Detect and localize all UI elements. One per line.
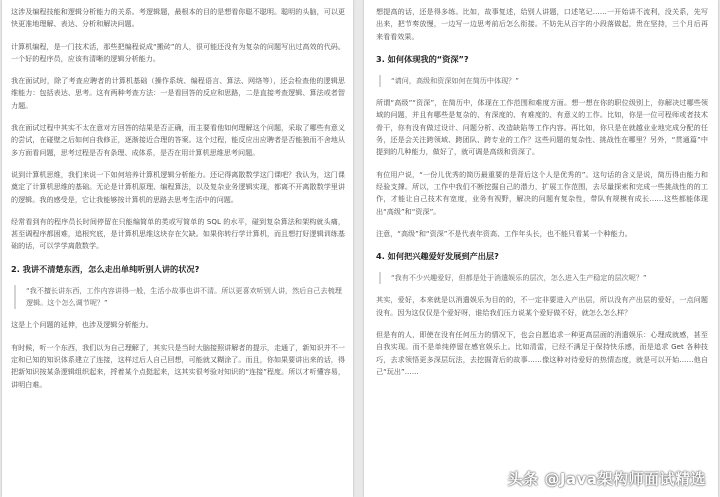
left-paragraph-8: 有时候，听一个东西，我们以为自己理解了，其实只是当时大脑接照讲解者的提示，走通了，新知识并不一定和已知的知识体系建立了连接，这样过后人自己回想，可能就又糊涂了。而且，你如果要讲出来的话，得把新知识按某条逻辑组织起来，捋着某个点挺起来，这其实很考验对知识的“连接”程度。所以才听懂容易，讲明白难。	[11, 342, 345, 389]
left-paragraph-5: 说到计算机思维，我们来说一下如何培养计算机逻辑分析能力。还记得离散数学这门课吧？我认为，这门课奠定了计算机思维的基础。无论是计算机原理、编程算法，以及复杂业务逻辑实现，都离不开离散数学里讲的逻辑。我的感受是，它让我能够按计算机的思路去思考生活中的问题。	[11, 169, 345, 204]
left-paragraph-1: 这涉及编程技能和逻辑分析能力的关系。考逻辑题，最根本的目的是想看你聪不聪明。聪明的头脑，可以更快更准地理解、表达、分析和解决问题。	[11, 7, 345, 29]
right-page	[364, 0, 718, 497]
right-paragraph-2: 所谓“高级”“资深”，在简历中，体现在工作范围和难度方面。想一想在你的职位级别上，你解决过哪些领域的问题，并且有哪些是复杂的、有深度的、有难度的、有意义的工作。比如，你是一位可程师或者技术骨干，你有没有做过设计、问题分析、改造缺陷等工作内容。再比如，你只是在就越业业地完成分配的任务，还是会关注跨领域、跨团队、跨专业的工作？这些问题的复杂性、挑战性在哪里？另外，“贯通篇”中提到的几种能力，做好了，就可调是高级和资深了。	[376, 98, 708, 157]
left-paragraph-4: 我在面试过程中其实不太在意对方回答的结果是否正确，而主要看他如何理解这个问题，采取了哪些有意义的尝试，在碰壁之后如何自我修正，逐渐接近合理的答案。这个过程，能反应出应聘者是否能独而不舍地从多方面看问题，思考过程是否有条理、成体系，是否在用计算机思维思考问题。	[11, 123, 345, 157]
right-paragraph-3: 有位用户说，“一份儿优秀的简历最重要的是背后这个人是优秀的”。这句话的含义是说，简历得由能力和经验支撑。所以，工作中我们不断挖掘自己的潜力，扩展工作范围，去尽量探索和完成一些挑战性的的工作，才能让自己技术有宽度，业务有视野，解决的问题有复杂性，带队有规模有成长……这些都能体现出“高级”和“资深”。	[376, 169, 708, 216]
watermark: 头条 @Java架构师面试精选	[507, 470, 706, 488]
section-heading-2: 2. 我讲不清楚东西，怎么走出单纯听别人讲的状况?	[11, 263, 200, 274]
right-paragraph-1: 想提高的话，还是得多练。比如，故事复述，给别人讲题，口述笔记……一开始讲不流利，没关系，先写出来，把节奏放慢，一边写一边思考前后怎么衔接。不妨先从百字的小段落做起，贵在坚持，三个月后再来看看效果。	[376, 7, 708, 41]
section-heading-4: 4. 如何把兴趣爱好发展到产出层?	[376, 251, 499, 262]
question-quote-4: “我有不少兴趣爱好，但都是处于消遣娱乐的层次，怎么进入生产稳定的层次呢？”	[379, 272, 708, 284]
left-page	[2, 0, 353, 497]
right-paragraph-5: 其实，爱好，本来就是以消遣娱乐为目的的，不一定非要进入产出层，所以没有产出层的爱好，一点问题没有。因为这仅仅是个爱好呀，谁给我们压力说某个爱好做不好，就怎么怎么样？	[376, 295, 708, 317]
question-quote-3: “请问，高级和资深如何在简历中体现？”	[379, 75, 708, 87]
left-paragraph-7: 这是上个问题的延伸，也涉及逻辑分析能力。	[11, 320, 153, 330]
question-quote-2: “我不擅长讲东西，工作内容讲得一般，生活小故事也讲不清。所以更喜欢听别人讲，然后自己去梳理逻辑。这个怎么调节呢？”	[14, 285, 345, 310]
left-paragraph-3: 我在面试时，除了考查应聘者的计算机基础（操作系统、编程语言、算法、网络等），还会检查他的逻辑思维能力：包括表达、思考。这有两种考查方法：一是看回答的反应和思路，二是直接考查逻辑、算法或者智力题。	[11, 76, 345, 110]
left-paragraph-6: 经常看到有的程序员长时间停留在只能编简单的类或写简单的 SQL 的水平，碰到复杂算法和架构就头痛，甚至调程序都困难，追根究底，是计算机思维这块存在欠缺。如果你转行学计算机，而且想打好逻辑训练基础的话，可以学学离散数学。	[11, 216, 345, 251]
section-heading-3: 3. 如何体现我的“资深”?	[376, 53, 469, 64]
left-paragraph-2: 计算机编程，是一门技术活，那些把编程说成“搬砖”的人，很可能还没有为复杂的问题写出过高效的代码。一个好的程序员，应该有清晰的逻辑分析能力。	[11, 41, 345, 63]
right-paragraph-6: 但是有的人，即使在没有任何压力的情况下，也会自愿追求一种更高层面的消遣娱乐：心理成就感，甚至自我实现。而不是单纯停留在感官娱乐上。比如清雷，已经不满足于保持快乐感，而是追求 Get 各种技巧，去求领悟更多深层玩法，去挖掘背后的故事……像这种对待爱好的热情态度，就是可以开始……他自己“玩出”……	[376, 330, 708, 376]
right-paragraph-4: 注意，“高级”和“资深”不是代表年资高、工作年头长，也不能只看某一个种能力。	[376, 228, 632, 238]
